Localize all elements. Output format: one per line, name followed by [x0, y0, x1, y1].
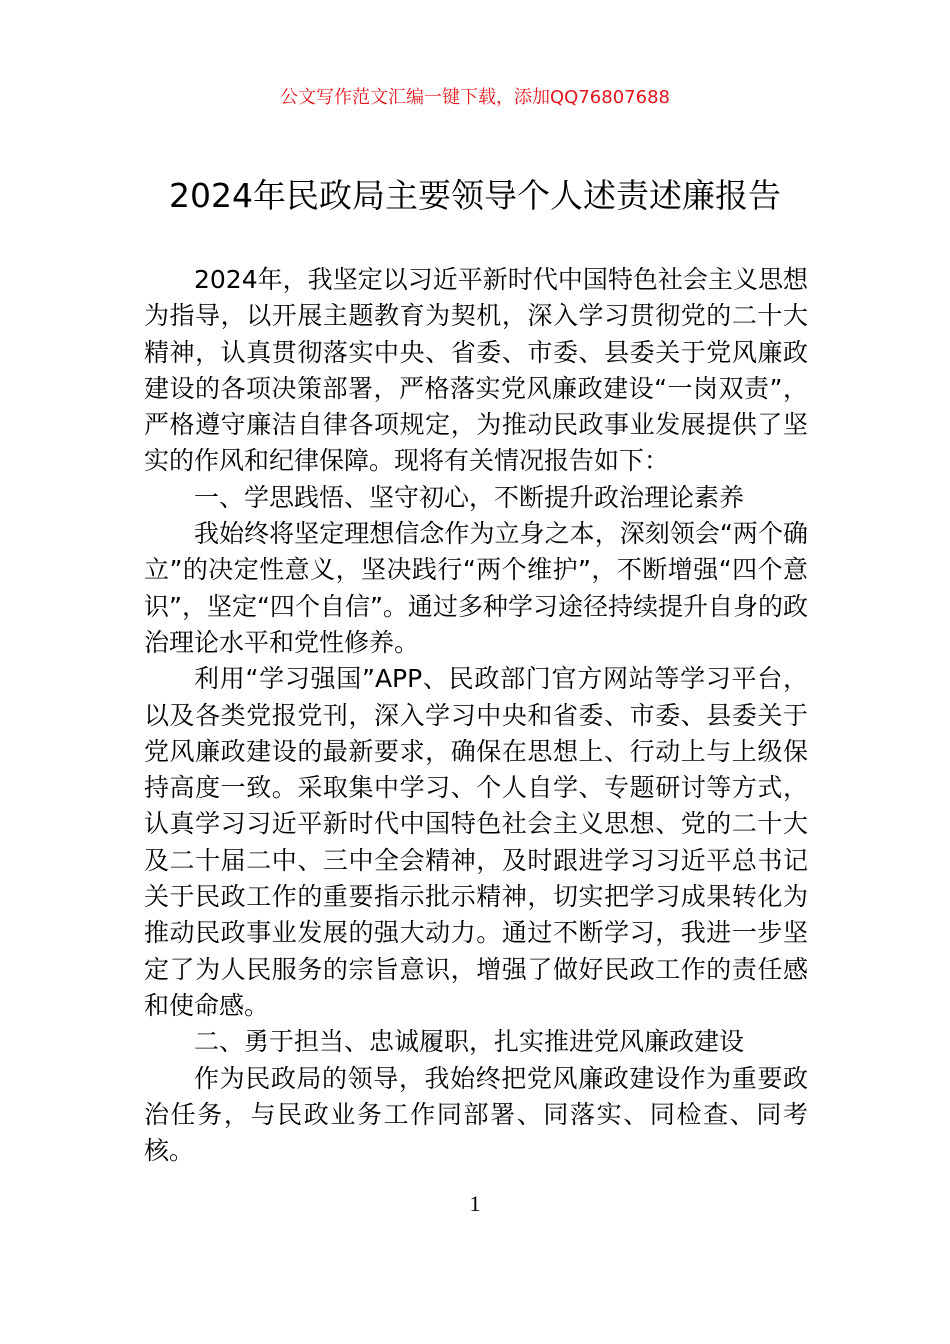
paragraph-section2-a: 作为民政局的领导，我始终把党风廉政建设作为重要政治任务，与民政业务工作同部署、同落实、同检查、同考核。	[144, 1063, 808, 1166]
paragraph-intro: 2024年，我坚定以习近平新时代中国特色社会主义思想为指导，以开展主题教育为契机，深入学习贯彻党的二十大精神，认真贯彻落实中央、省委、市委、县委关于党风廉政建设的各项决策部署，严格落实党风廉政建设“一岗双责”，严格遵守廉洁自律各项规定，为推动民政事业发展提供了坚实的作风和纪律保障。现将有关情况报告如下：	[144, 265, 808, 476]
download-banner: 公文写作范文汇编一键下载，添加QQ76807688	[280, 87, 670, 108]
paragraph-section1-b: 利用“学习强国”APP、民政部门官方网站等学习平台，以及各类党报党刊，深入学习中央和省委、市委、县委关于党风廉政建设的最新要求，确保在思想上、行动上与上级保持高度一致。采取集中学习、个人自学、专题研讨等方式，认真学习习近平新时代中国特色社会主义思想、党的二十大及二十届二中、三中全会精神，及时跟进学习习近平总书记关于民政工作的重要指示批示精神，切实把学习成果转化为推动民政事业发展的强大动力。通过不断学习，我进一步坚定了为人民服务的宗旨意识，增强了做好民政工作的责任感和使命感。	[144, 664, 808, 1020]
paragraph-section1-a: 我始终将坚定理想信念作为立身之本，深刻领会“两个确立”的决定性意义，坚决践行“两个维护”，不断增强“四个意识”，坚定“四个自信”。通过多种学习途径持续提升自身的政治理论水平和党性修养。	[144, 519, 808, 657]
document-title: 2024年民政局主要领导个人述责述廉报告	[169, 176, 781, 215]
section-heading-1: 一、学思践悟、坚守初心，不断提升政治理论素养	[194, 482, 745, 512]
document-body	[144, 262, 808, 1169]
page-number: 1	[469, 1191, 481, 1216]
section-heading-2: 二、勇于担当、忠诚履职，扎实推进党风廉政建设	[194, 1027, 745, 1057]
